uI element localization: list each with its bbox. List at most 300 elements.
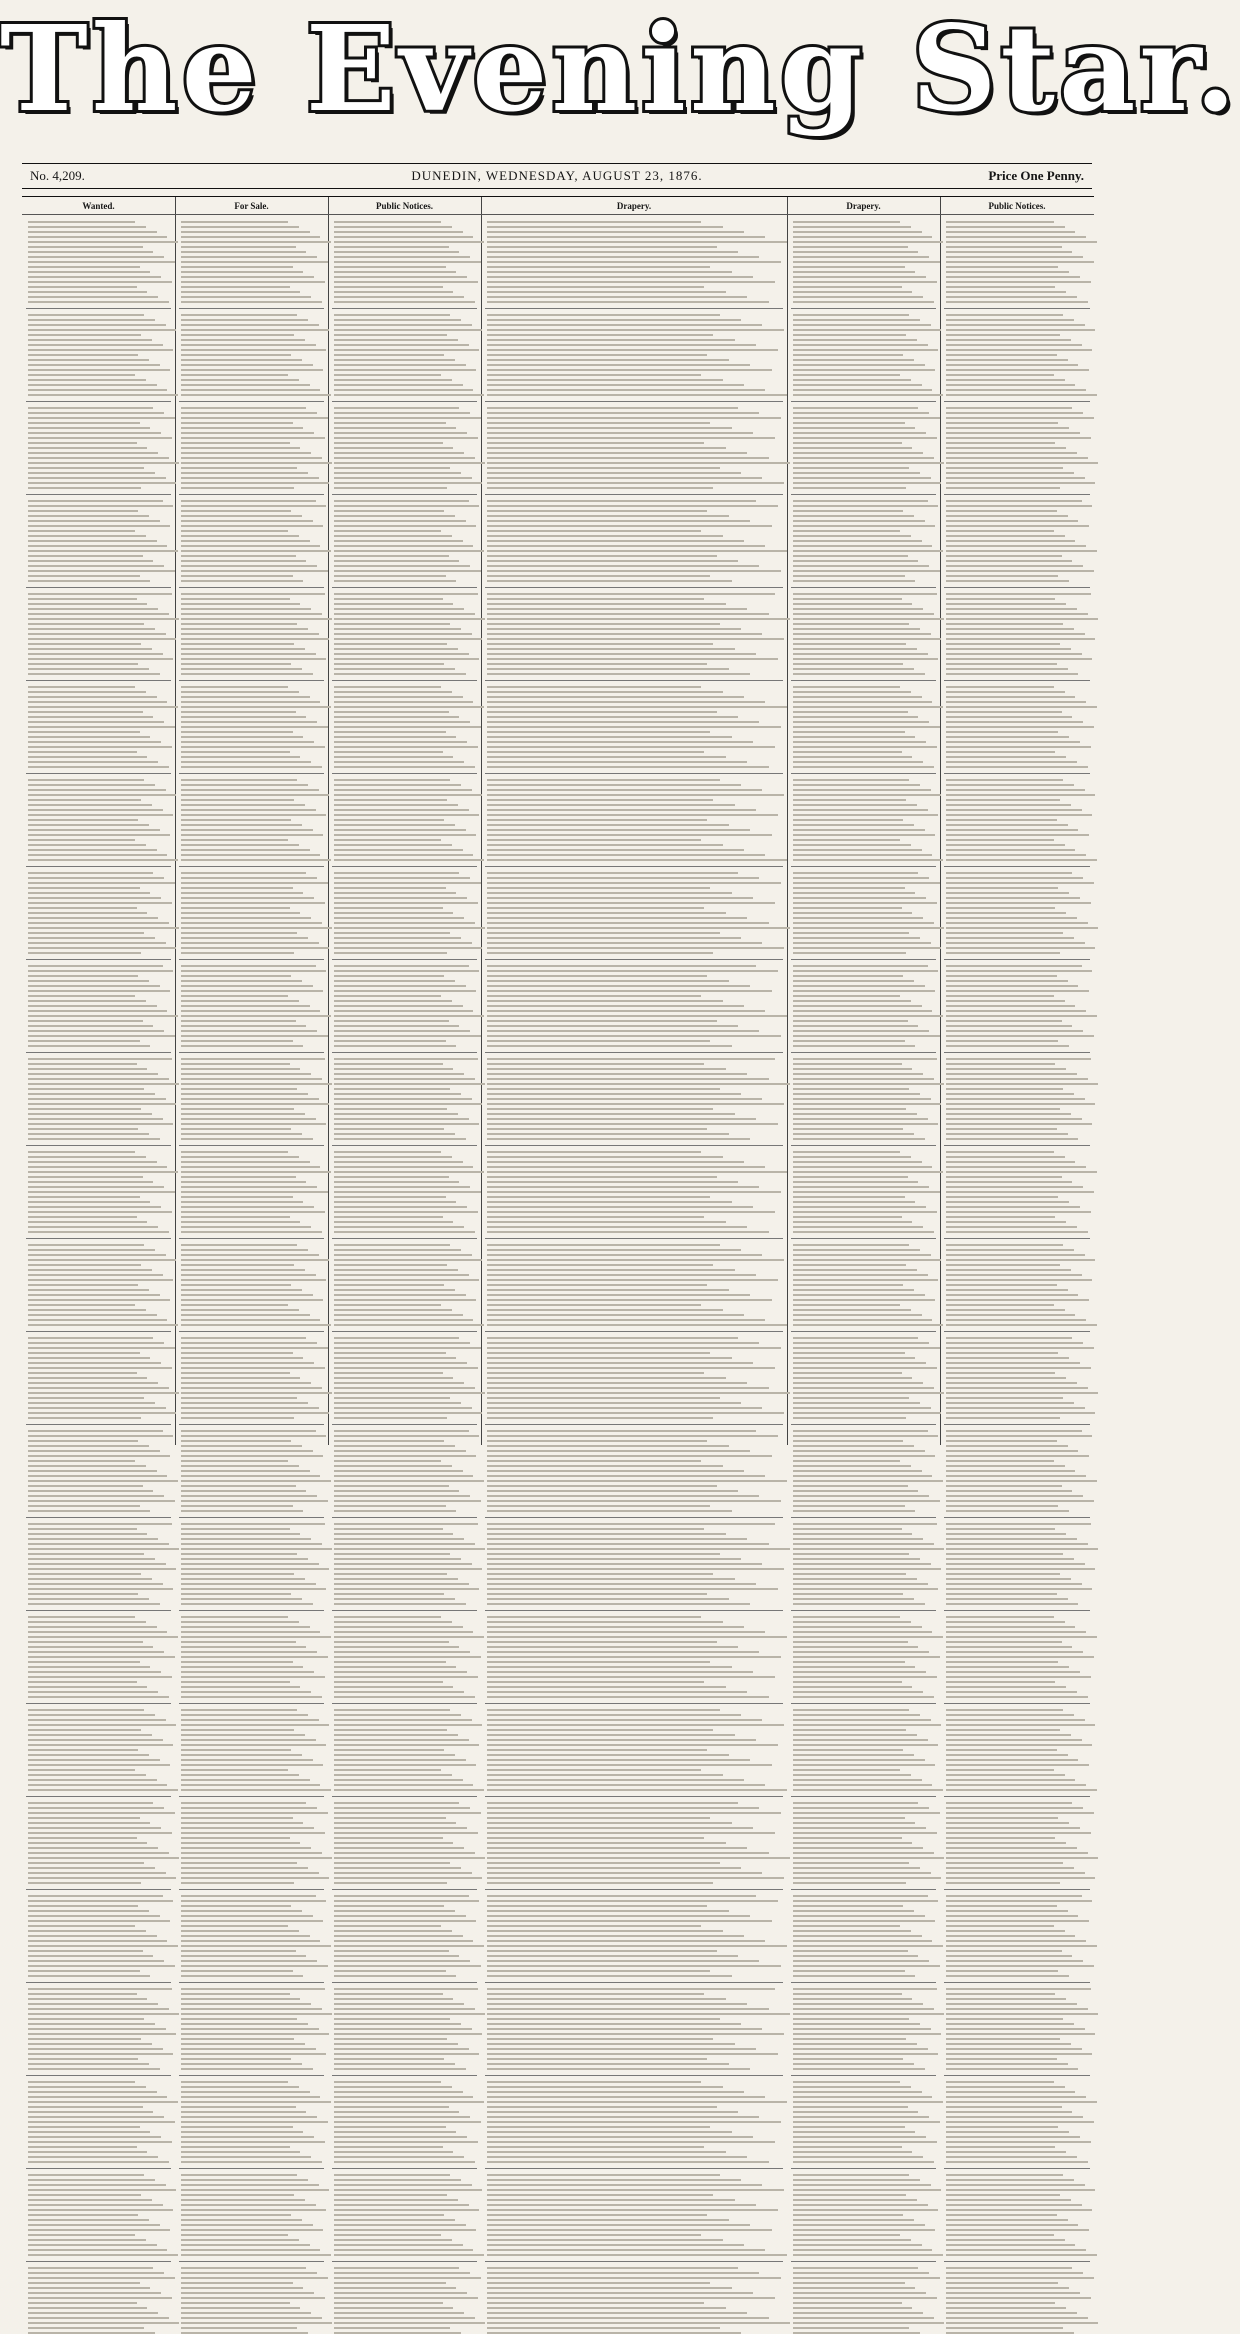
column: [940, 197, 1094, 1445]
text-line: [793, 2239, 911, 2241]
text-line: [487, 932, 720, 934]
text-line: [181, 794, 329, 796]
text-line: [181, 1945, 331, 1947]
text-line: [793, 1588, 938, 1590]
text-line: [946, 1598, 1068, 1600]
text-line: [334, 319, 461, 321]
text-line: [28, 1631, 167, 1633]
text-line: [946, 2058, 1057, 2060]
text-line: [793, 2229, 935, 2231]
text-line: [181, 2151, 300, 2153]
text-line: [946, 638, 1095, 640]
text-line: [487, 1005, 744, 1007]
text-line: [181, 2101, 331, 2103]
text-line: [793, 1485, 908, 1487]
text-line: [334, 1593, 444, 1595]
text-line: [793, 1269, 917, 1271]
text-line: [487, 1171, 787, 1173]
text-line: [28, 1729, 141, 1731]
text-line: [28, 1362, 161, 1364]
text-line: [181, 2111, 306, 2113]
text-line: [334, 2106, 449, 2108]
text-line: [487, 731, 710, 733]
text-line: [28, 2282, 140, 2284]
text-line: [181, 1523, 325, 1525]
text-line: [793, 407, 918, 409]
text-line: [487, 995, 701, 997]
section-divider: [26, 1424, 171, 1425]
text-line: [334, 794, 482, 796]
text-line: [181, 1852, 322, 1854]
text-line: [946, 1357, 1069, 1359]
text-line: [28, 417, 175, 419]
section-divider: [332, 1145, 477, 1146]
text-line: [28, 2063, 149, 2065]
text-line: [793, 995, 900, 997]
text-line: [28, 1304, 135, 1306]
text-line: [793, 1342, 929, 1344]
text-line: [946, 2053, 1092, 2055]
text-line: [181, 1221, 300, 1223]
text-line: [487, 2214, 707, 2216]
text-line: [334, 1872, 472, 1874]
text-line: [334, 1108, 447, 1110]
text-line: [28, 447, 147, 449]
text-line: [946, 1372, 1055, 1374]
text-line: [487, 1294, 750, 1296]
text-line: [946, 1666, 1069, 1668]
text-line: [946, 922, 1088, 924]
text-line: [181, 276, 314, 278]
text-line: [793, 1998, 912, 2000]
text-line: [793, 1387, 934, 1389]
text-line: [28, 1196, 140, 1198]
text-line: [28, 1621, 146, 1623]
text-line: [181, 1626, 310, 1628]
text-line: [181, 902, 325, 904]
text-line: [946, 1387, 1088, 1389]
text-line: [946, 281, 1091, 283]
text-line: [181, 1724, 329, 1726]
text-line: [181, 1098, 319, 1100]
text-line: [946, 1314, 1075, 1316]
text-line: [334, 1714, 461, 1716]
text-line: [28, 1337, 153, 1339]
text-line: [181, 1279, 326, 1281]
text-line: [793, 1083, 944, 1085]
text-line: [28, 633, 166, 635]
text-line: [946, 779, 1063, 781]
section-divider: [26, 401, 171, 402]
text-line: [28, 349, 173, 351]
text-line: [334, 726, 481, 728]
text-line: [28, 2038, 141, 2040]
text-line: [334, 1563, 472, 1565]
text-line: [946, 1749, 1057, 1751]
text-line: [28, 691, 146, 693]
text-line: [946, 1264, 1060, 1266]
text-line: [334, 1191, 481, 1193]
text-line: [28, 1166, 167, 1168]
text-line: [181, 1749, 291, 1751]
text-line: [793, 2302, 902, 2304]
text-line: [334, 1186, 470, 1188]
text-line: [487, 2204, 756, 2206]
text-line: [334, 2018, 450, 2020]
text-line: [28, 1988, 172, 1990]
text-line: [181, 334, 294, 336]
text-line: [181, 2239, 299, 2241]
text-line: [793, 334, 906, 336]
text-line: [946, 2063, 1068, 2065]
text-line: [28, 1744, 173, 1746]
text-line: [487, 1299, 772, 1301]
text-line: [334, 1862, 450, 1864]
text-line: [334, 1895, 469, 1897]
text-line: [334, 1528, 443, 1530]
text-line: [181, 1455, 323, 1457]
text-line: [946, 1558, 1074, 1560]
text-line: [946, 1852, 1088, 1854]
text-line: [946, 374, 1054, 376]
text-line: [946, 251, 1072, 253]
text-line: [793, 261, 940, 263]
text-line: [181, 1337, 306, 1339]
text-line: [946, 407, 1072, 409]
text-line: [334, 369, 476, 371]
text-line: [28, 550, 178, 552]
text-line: [487, 1357, 732, 1359]
text-line: [946, 266, 1058, 268]
text-line: [181, 1538, 311, 1540]
text-line: [181, 701, 320, 703]
text-line: [793, 736, 915, 738]
section-divider: [944, 2075, 1090, 2076]
text-line: [28, 510, 138, 512]
text-line: [334, 374, 441, 376]
text-line: [28, 221, 135, 223]
text-line: [793, 256, 929, 258]
text-line: [793, 1802, 918, 1804]
text-line: [793, 510, 903, 512]
text-line: [28, 334, 141, 336]
text-line: [181, 1616, 288, 1618]
text-line: [793, 633, 931, 635]
text-line: [793, 1696, 934, 1698]
text-line: [793, 2214, 903, 2216]
text-line: [487, 2081, 701, 2083]
text-line: [946, 555, 1062, 557]
text-line: [487, 1651, 759, 1653]
section-divider: [791, 587, 936, 588]
text-line: [946, 887, 1058, 889]
text-line: [487, 314, 720, 316]
section-divider: [791, 2075, 936, 2076]
text-line: [487, 1407, 762, 1409]
text-line: [793, 2287, 915, 2289]
text-line: [334, 1005, 463, 1007]
text-line: [793, 1035, 940, 1037]
text-line: [28, 1543, 169, 1545]
text-line: [946, 1646, 1072, 1648]
text-line: [28, 932, 144, 934]
section-divider: [791, 1982, 936, 1983]
section-divider: [332, 773, 477, 774]
text-line: [487, 1696, 769, 1698]
text-line: [487, 1435, 778, 1437]
text-line: [28, 2244, 157, 2246]
text-line: [793, 1226, 923, 1228]
text-line: [181, 1734, 305, 1736]
text-line: [28, 1093, 155, 1095]
text-line: [487, 1900, 778, 1902]
text-line: [28, 794, 176, 796]
text-line: [793, 1769, 900, 1771]
text-line: [793, 721, 929, 723]
text-line: [181, 246, 296, 248]
text-line: [334, 995, 441, 997]
text-line: [334, 1372, 443, 1374]
text-line: [334, 2292, 467, 2294]
text-line: [28, 975, 138, 977]
text-line: [334, 2219, 455, 2221]
text-line: [334, 877, 470, 879]
text-line: [334, 427, 456, 429]
text-line: [946, 422, 1058, 424]
section-divider: [944, 587, 1090, 588]
text-line: [487, 1842, 726, 1844]
text-line: [487, 668, 729, 670]
text-line: [28, 1465, 146, 1467]
text-line: [793, 1156, 911, 1158]
text-line: [181, 555, 296, 557]
text-line: [946, 2141, 1091, 2143]
text-line: [487, 369, 772, 371]
text-line: [487, 1191, 781, 1193]
text-line: [793, 1626, 922, 1628]
section-divider: [179, 308, 324, 309]
text-line: [181, 1656, 328, 1658]
text-line: [946, 1347, 1094, 1349]
text-line: [334, 1045, 456, 1047]
text-line: [334, 643, 447, 645]
text-line: [487, 1621, 723, 1623]
text-line: [334, 2101, 484, 2103]
text-line: [487, 2287, 732, 2289]
section-divider: [944, 959, 1090, 960]
text-line: [487, 1543, 769, 1545]
text-line: [487, 1138, 750, 1140]
text-line: [28, 2209, 173, 2211]
text-line: [28, 1807, 164, 1809]
section-divider: [179, 1424, 324, 1425]
text-line: [946, 261, 1094, 263]
text-line: [28, 1641, 143, 1643]
text-line: [334, 296, 464, 298]
text-line: [793, 1455, 935, 1457]
text-line: [946, 877, 1083, 879]
section-divider: [485, 1889, 783, 1890]
text-line: [793, 442, 902, 444]
text-line: [946, 1842, 1066, 1844]
text-line: [946, 525, 1089, 527]
text-line: [487, 1832, 775, 1834]
text-line: [487, 226, 723, 228]
text-line: [487, 1314, 744, 1316]
text-line: [487, 236, 765, 238]
text-line: [334, 2249, 473, 2251]
text-line: [334, 525, 476, 527]
text-line: [487, 1915, 750, 1917]
text-line: [28, 1676, 172, 1678]
text-line: [946, 1083, 1098, 1085]
text-line: [334, 291, 453, 293]
text-line: [487, 746, 775, 748]
text-line: [793, 1417, 906, 1419]
text-line: [946, 766, 1088, 768]
text-line: [334, 1440, 444, 1442]
text-line: [181, 2282, 293, 2284]
text-line: [334, 1626, 463, 1628]
text-line: [946, 344, 1082, 346]
text-line: [28, 829, 160, 831]
text-line: [793, 545, 932, 547]
text-line: [487, 422, 710, 424]
text-line: [793, 2038, 906, 2040]
section-divider: [791, 1424, 936, 1425]
text-line: [793, 1656, 940, 1658]
text-line: [487, 1631, 765, 1633]
text-line: [181, 575, 293, 577]
text-line: [181, 1161, 310, 1163]
text-line: [334, 1724, 482, 1726]
text-line: [28, 291, 147, 293]
text-line: [793, 2249, 932, 2251]
text-line: [334, 1392, 485, 1394]
section-divider: [26, 1796, 171, 1797]
text-line: [946, 731, 1058, 733]
text-line: [181, 1769, 288, 1771]
text-line: [793, 457, 934, 459]
text-line: [181, 2322, 332, 2324]
text-line: [487, 545, 765, 547]
text-line: [334, 555, 449, 557]
text-line: [946, 1151, 1054, 1153]
text-line: [487, 2277, 781, 2279]
text-line: [487, 2111, 738, 2113]
text-line: [946, 1837, 1055, 1839]
text-line: [181, 1505, 293, 1507]
text-line: [946, 2224, 1078, 2226]
text-line: [487, 849, 744, 851]
text-line: [946, 291, 1066, 293]
text-line: [334, 839, 441, 841]
text-line: [28, 902, 172, 904]
text-line: [946, 1201, 1069, 1203]
text-line: [181, 789, 319, 791]
text-line: [181, 628, 308, 630]
section-divider: [944, 1238, 1090, 1239]
text-line: [334, 779, 450, 781]
text-line: [334, 1998, 453, 2000]
text-line: [181, 839, 288, 841]
text-line: [793, 716, 918, 718]
text-line: [181, 1877, 329, 1879]
text-line: [487, 2028, 762, 2030]
text-line: [793, 2199, 917, 2201]
text-line: [181, 1475, 320, 1477]
text-line: [181, 1671, 314, 1673]
text-line: [181, 854, 320, 856]
text-line: [334, 2063, 455, 2065]
text-line: [334, 1510, 456, 1512]
text-line: [946, 603, 1066, 605]
text-line: [946, 1603, 1078, 1605]
text-line: [181, 570, 328, 572]
text-line: [28, 887, 140, 889]
text-line: [793, 1528, 902, 1530]
text-line: [28, 462, 179, 464]
text-line: [946, 1739, 1082, 1741]
text-line: [487, 510, 707, 512]
text-line: [793, 2174, 909, 2176]
text-line: [946, 1656, 1094, 1658]
text-line: [334, 1216, 443, 1218]
text-line: [793, 276, 926, 278]
text-line: [946, 1877, 1095, 1879]
text-line: [334, 2174, 450, 2176]
text-line: [334, 1867, 461, 1869]
section-divider: [791, 1889, 936, 1890]
text-line: [334, 1681, 443, 1683]
text-line: [334, 1470, 463, 1472]
text-line: [946, 1440, 1057, 1442]
text-line: [334, 1000, 452, 1002]
text-line: [181, 1950, 296, 1952]
text-line: [334, 276, 467, 278]
text-line: [487, 902, 775, 904]
text-line: [334, 829, 466, 831]
text-line: [334, 487, 447, 489]
text-line: [946, 2282, 1058, 2284]
text-line: [793, 1480, 943, 1482]
text-line: [334, 2244, 463, 2246]
text-line: [487, 1211, 775, 1213]
text-line: [334, 849, 463, 851]
text-line: [334, 2136, 467, 2138]
text-line: [28, 2151, 147, 2153]
text-line: [181, 907, 290, 909]
text-line: [946, 2302, 1055, 2304]
section-divider: [944, 680, 1090, 681]
text-line: [793, 932, 909, 934]
text-line: [334, 2156, 464, 2158]
text-line: [181, 1480, 331, 1482]
text-line: [334, 2239, 452, 2241]
text-line: [793, 1352, 905, 1354]
text-line: [946, 1495, 1083, 1497]
text-line: [487, 1010, 765, 1012]
section-divider: [332, 401, 477, 402]
text-line: [181, 686, 288, 688]
text-line: [28, 339, 152, 341]
text-line: [793, 1827, 926, 1829]
text-line: [28, 1450, 160, 1452]
text-line: [946, 2091, 1075, 2093]
text-line: [28, 2317, 169, 2319]
text-line: [181, 324, 319, 326]
text-line: [487, 1068, 726, 1070]
